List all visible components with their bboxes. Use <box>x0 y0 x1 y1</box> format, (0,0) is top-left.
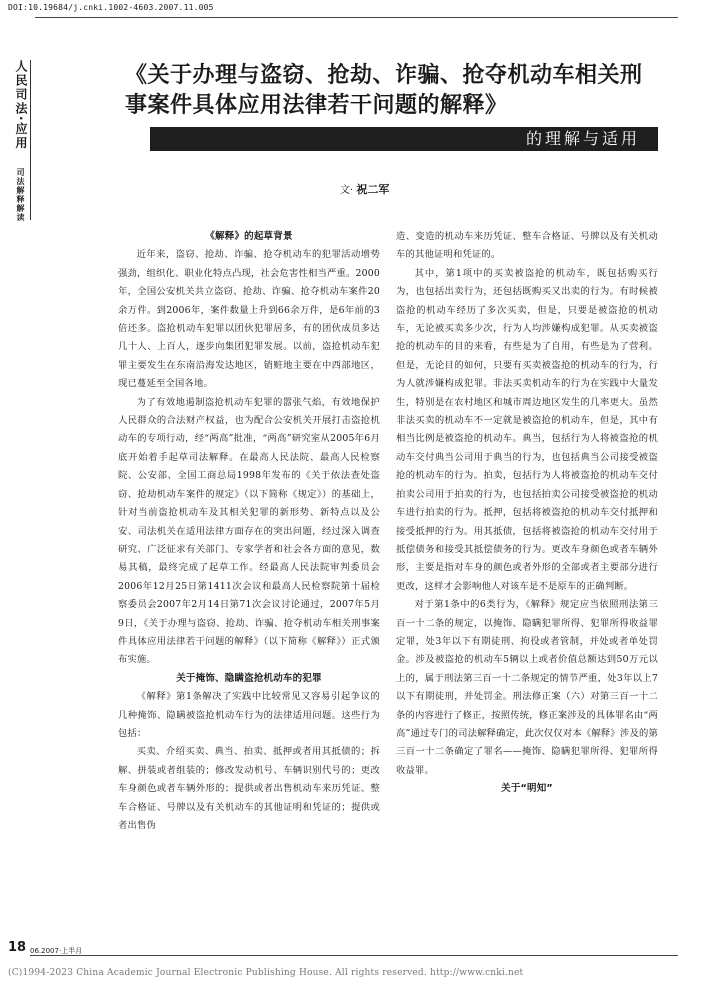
paragraph: 《解释》第1条解决了实践中比较常见又容易引起争议的几种掩饰、隐瞒被盗抢机动车行为的法律适用问题。这些行为包括： <box>118 691 380 739</box>
page-number: 18 <box>8 940 27 955</box>
article-title: 《关于办理与盗窃、抢劫、诈骗、抢夺机动车相关刑事案件具体应用法律若干问题的解释》 <box>125 62 643 118</box>
title-banner <box>150 127 658 151</box>
journal-name: 人民司法·应用 <box>14 60 28 151</box>
paragraph: 为了有效地遏制盗抢机动车犯罪的嚣张气焰，有效地保护人民群众的合法财产权益，也为配合公安机关开展打击盗抢机动车的专项行动，经“两高”批准，“两高”研究室从2005年6月底开始着手起草司法解释。在最高人民法院、最高人民检察院、公安部、全国工商总局1998年发布的《关于依法查处盗窃、抢劫机动车案件的规定》（以下简称《规定》）的基础上，针对当前盗抢机动车及其相关犯罪的新形势、新特点以及公安、司法机关在适用法律方面存在的突出问题，经过深入调查研究、广泛征求有关部门、专家学者和社会各方面的意见，数易其稿，最终完成了起草工作。经最高人民法院审判委员会2006年12月25日第1411次会议和最高人民检察院第十届检察委员会2007年2月14日第71次会议讨论通过，2007年5月9日，《关于办理与盗窃、抢劫、诈骗、抢夺机动车相关刑事案件具体应用法律若干问题的解释》（以下简称《解释》）正式颁布实施。 <box>118 396 380 666</box>
title-banner-text: 的理解与适用 <box>525 129 640 148</box>
author-prefix: 文· <box>340 185 354 196</box>
header-rule <box>35 17 678 18</box>
paragraph: 造、变造的机动车来历凭证、整车合格证、号牌以及有关机动车的其他证明和凭证的。 <box>396 231 658 261</box>
paragraph: 近年来，盗窃、抢劫、诈骗、抢夺机动车的犯罪活动增势强劲，组织化、职业化特点凸现，社会危害性相当严重。2000年，全国公安机关共立盗窃、抢劫、诈骗、抢夺机动车案件20余万件。到2006年，案件数量上升到66余万件，是6年前的3倍还多。盗抢机动车犯罪以团伙犯罪居多，有的团伙成员多达几十人、上百人，逐步向集团犯罪发展。以前，盗抢机动车犯罪主要发生在东南沿海发达地区，销赃地主要在中西部地区，现已蔓延至全国各地。 <box>118 249 380 390</box>
issue-date: 06.2007·上半月 <box>30 947 83 955</box>
column-name: 司法解释解读 <box>16 168 25 222</box>
paragraph: 对于第1条中的6类行为，《解释》规定应当依照刑法第三百一十二条的规定，以掩饰、隐瞒犯罪所得、犯罪所得收益罪定罪，处3年以下有期徒刑、拘役或者管制，并处或者单处罚金。涉及被盗抢的机动车5辆以上或者价值总额达到50万元以上的，属于刑法第三百一十二条规定的情节严重，处3年以上7以下有期徒刑，并处罚金。刑法修正案（六）对第三百一十二条的内容进行了修正，按照传统，修正案涉及的具体罪名由“两高”通过专门的司法解释确定，此次仅仅对本《解释》涉及的第三百一十二条确定了罪名——掩饰、隐瞒犯罪所得、犯罪所得收益罪。 <box>396 599 658 776</box>
doi-text: DOI:10.19684/j.cnki.1002-4603.2007.11.005 <box>8 3 214 12</box>
author-name: 祝二军 <box>356 183 390 196</box>
copyright-line: (C)1994-2023 China Academic Journal Electronic Publishing House. All rights reserved. http://www.cnki.net <box>8 968 524 978</box>
left-column <box>118 228 380 835</box>
section-heading: 《解释》的起草背景 <box>205 231 293 242</box>
section-heading: 关于掩饰、隐瞒盗抢机动车的犯罪 <box>176 672 322 684</box>
paragraph: 买卖、介绍买卖、典当、拍卖、抵押或者用其抵债的；拆解、拼装或者组装的；修改发动机号、车辆识别代号的；更改车身颜色或者车辆外形的；提供或者出售机动车来历凭证、整车合格证、号牌以及有关机动车的其他证明和凭证的；提供或者出售伪 <box>118 746 380 831</box>
author-line <box>340 181 389 197</box>
right-column <box>396 228 658 799</box>
sidebar-divider <box>30 60 31 220</box>
footer-rule <box>30 955 678 956</box>
section-heading: 关于“明知” <box>501 783 553 795</box>
paragraph: 其中，第1项中的买卖被盗抢的机动车，既包括购买行为，也包括出卖行为，还包括既购买又出卖的行为。有时候被盗抢的机动车经历了多次买卖，但是，只要是被盗抢的机动车，无论被买卖多少次，行为人均涉嫌构成犯罪。从买卖被盗抢的机动车的目的来看，有些是为了自用，有些是为了营利。但是，无论目的如何，只要有买卖被盗抢的机动车的行为，行为人就涉嫌构成犯罪。非法买卖机动车的行为在实践中大量发生，特别是在农村地区和城市周边地区发生的几率更大。虽然非法买卖的机动车不一定就是被盗抢的机动车，但是，其中有相当比例是被盗抢的机动车。典当，包括行为人将被盗抢的机动车交付典当公司用于典当的行为，也包括典当公司接受被盗抢的机动车的行为。拍卖，包括行为人将被盗抢的机动车交付拍卖公司用于拍卖的行为，也包括拍卖公司接受被盗抢的机动车进行拍卖的行为。抵押，包括将被盗抢的机动车交付抵押和接受抵押的行为。用其抵债，包括将被盗抢的机动车交付用于抵偿债务和接受其抵偿债务的行为。更改车身颜色或者车辆外形，主要是指对车身的颜色或者外形的全部或者主要部分进行更改，这样才会影响他人对该车是不是原车的正确判断。 <box>396 267 658 592</box>
